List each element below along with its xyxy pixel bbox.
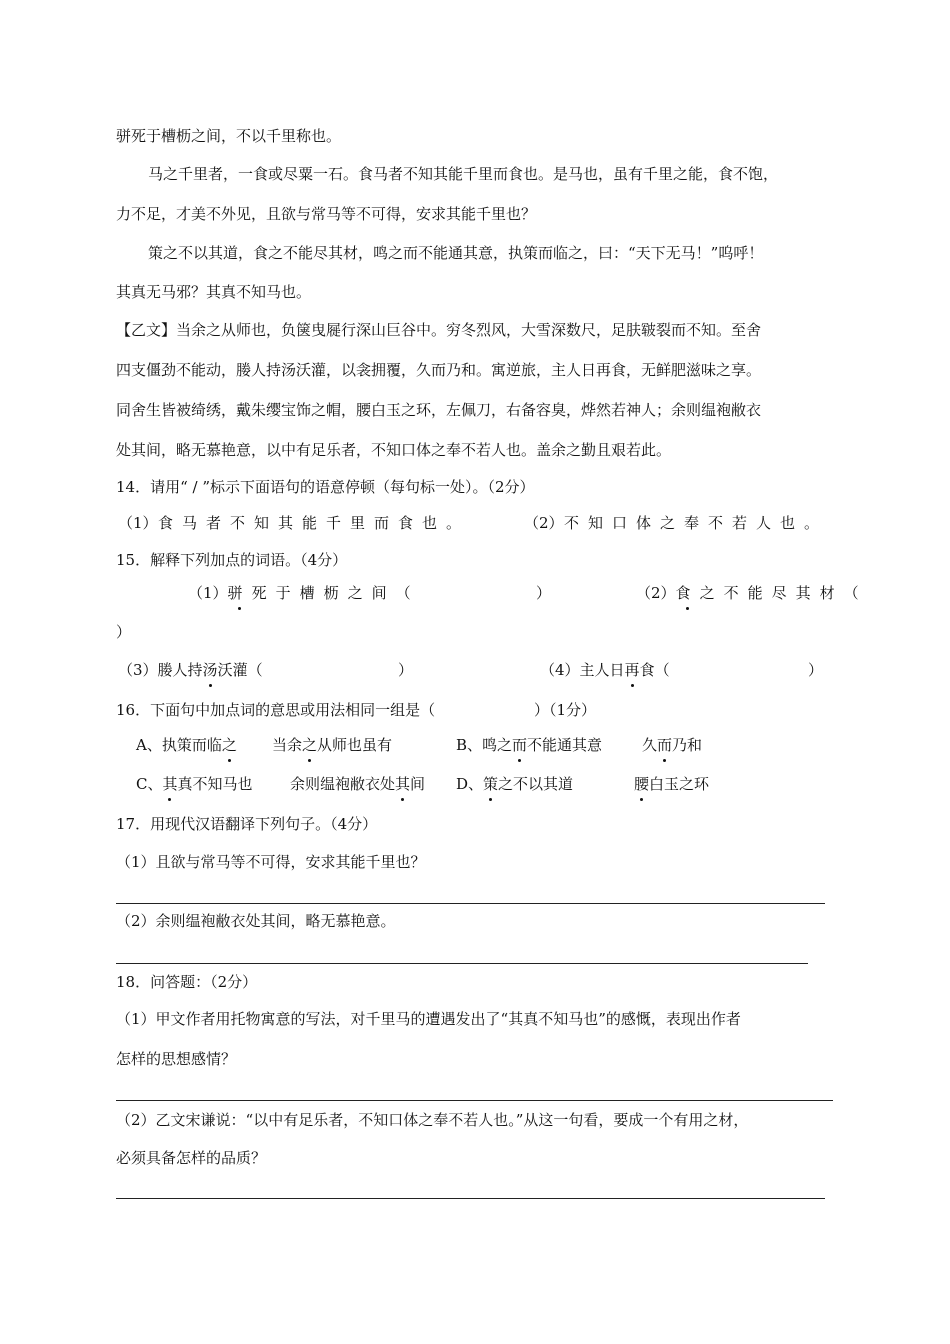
q16-option-d-dotted-2: 腰 [634, 775, 650, 793]
q18-question-1: （1）甲文作者用托物寓意的写法，对千里马的遭遇发出了“其真不知马也”的感慨，表现出作者 [116, 1010, 741, 1028]
q16-option-d-label: D、 [456, 775, 484, 793]
q15-item-4-close: ） [808, 661, 824, 679]
q16-option-a-second-end: 从师也虽有 [317, 736, 393, 754]
q17-answer-line-1[interactable] [116, 903, 825, 904]
q15-item-2-close: ） [116, 623, 132, 641]
q16-option-d-text: 之不以其道 [498, 775, 574, 793]
q16-option-c-second-end: 间 [410, 775, 426, 793]
q15-item-1-number: （1） [188, 584, 228, 602]
passage-b-line: 处其间，略无慕艳意，以中有足乐者，不知口体之奉不若人也。盖余之勤且艰若此。 [116, 441, 672, 459]
q16-option-b-second-text: 久 [642, 736, 658, 754]
q16-option-a-second [272, 735, 392, 755]
q15-item-4 [540, 660, 670, 680]
q15-item-4-text: （4）主人日 [540, 661, 625, 679]
q16-option-c-second [290, 774, 425, 794]
q16-option-a-second-text: 当余 [272, 736, 303, 754]
passage-b-line: 同舍生皆被绮绣，戴朱缨宝饰之帽，腰白玉之环，左佩刀，右备容臭，烨然若神人；余则缊袍敝衣 [116, 401, 762, 419]
q15-item-2 [636, 583, 868, 603]
q14-sentence-2: 不知口体之奉不若人也。 [564, 514, 829, 532]
q15-item-3-close: ） [398, 661, 414, 679]
q16-option-c-dotted-1: 其 [162, 775, 178, 793]
passage-b-line: 四支僵劲不能动，媵人持汤沃灌，以衾拥覆，久而乃和。寓逆旅，主人日再食，无鲜肥滋味之享。 [116, 361, 762, 379]
q15-item-4-text-end: 食（ [639, 661, 670, 679]
q18-answer-line-2[interactable] [116, 1198, 825, 1199]
q16-option-b-second-end: 乃和 [672, 736, 703, 754]
q16-option-c[interactable] [136, 774, 253, 794]
q15-item-1-text: 死于槽枥之间（ [251, 584, 420, 602]
q15-item-3-text: （3）媵人持 [118, 661, 203, 679]
q18-question-2-cont: 必须具备怎样的品质？ [116, 1149, 267, 1167]
question-18-title: 18．问答题：（2分） [116, 973, 258, 991]
q16-option-b-dotted-1: 而 [512, 736, 528, 754]
question-16-title: 16．下面句中加点词的意思或用法相同一组是（ [116, 701, 436, 719]
question-14-title: 14．请用“ / ”标示下面语句的语意停顿（每句标一处）。（2分） [116, 478, 535, 496]
q18-question-1-cont: 怎样的思想感情？ [116, 1050, 237, 1068]
q16-option-d-second-end: 白玉之环 [649, 775, 710, 793]
q16-option-d-dotted-1: 策 [483, 775, 499, 793]
question-16-title-end: ）（1分） [534, 701, 597, 719]
passage-a-line: 骈死于槽枥之间，不以千里称也。 [116, 127, 342, 145]
q18-answer-line-1[interactable] [116, 1100, 833, 1101]
q14-sentence-2-number: （2） [524, 514, 564, 532]
q16-option-b-text-end: 不能通其意 [527, 736, 603, 754]
passage-b-line: 【乙文】当余之从师也，负箧曳屣行深山巨谷中。穷冬烈风，大雪深数尺，足肤皲裂而不知。至舍 [116, 321, 762, 339]
q15-item-2-dotted-word: 食 [675, 584, 700, 602]
passage-a-line: 其真无马邪？其真不知马也。 [116, 283, 312, 301]
q16-option-a-dotted-1: 之 [221, 736, 237, 754]
q15-item-3-dotted-word: 汤 [202, 661, 218, 679]
q17-sentence-1: （1）且欲与常马等不可得，安求其能千里也？ [116, 853, 426, 871]
q18-question-2: （2）乙文宋谦说：“以中有足乐者，不知口体之奉不若人也。”从这一句看，要成一个有用之材， [116, 1111, 749, 1129]
q16-option-a[interactable] [136, 735, 237, 755]
q15-item-2-text: 之不能尽其材（ [699, 584, 868, 602]
question-17-title: 17．用现代汉语翻译下列句子。（4分） [116, 815, 378, 833]
q15-item-1-dotted-word: 骈 [227, 584, 252, 602]
passage-a-line: 力不足，才美不外见，且欲与常马等不可得，安求其能千里也？ [116, 205, 537, 223]
q15-item-4-dotted-word: 再 [624, 661, 640, 679]
q17-answer-line-2[interactable] [116, 963, 808, 964]
q16-option-a-text: A、执策而临 [136, 736, 222, 754]
q15-item-1-close: ） [536, 584, 552, 602]
q14-sentence-1: 食马者不知其能千里而食也。 [158, 514, 471, 532]
q16-option-b-text: B、鸣之 [456, 736, 513, 754]
q17-sentence-2: （2）余则缊袍敝衣处其间，略无慕艳意。 [116, 912, 396, 930]
q16-option-b[interactable] [456, 735, 602, 755]
q16-option-c-second-text: 余则缊袍敝衣处 [290, 775, 396, 793]
q15-item-3 [118, 660, 263, 680]
q16-option-d[interactable] [456, 774, 573, 794]
passage-a-line: 策之不以其道，食之不能尽其材，鸣之而不能通其意，执策而临之，曰：“天下无马！”呜呼！ [148, 244, 764, 262]
q15-item-2-number: （2） [636, 584, 676, 602]
q16-option-b-dotted-2: 而 [657, 736, 673, 754]
q16-option-c-label: C、 [136, 775, 163, 793]
q15-item-3-text-end: 沃灌（ [217, 661, 263, 679]
q16-option-a-dotted-2: 之 [302, 736, 318, 754]
q15-item-1 [188, 583, 420, 603]
q16-option-c-dotted-2: 其 [395, 775, 411, 793]
q16-option-b-second [642, 735, 702, 755]
question-15-title: 15．解释下列加点的词语。（4分） [116, 551, 348, 569]
q14-sentence-1-number: （1） [118, 514, 158, 532]
q16-option-d-second [634, 774, 709, 794]
passage-a-line: 马之千里者，一食或尽粟一石。食马者不知其能千里而食也。是马也，虽有千里之能，食不饱， [148, 165, 779, 183]
q16-option-c-text: 真不知马也 [177, 775, 253, 793]
